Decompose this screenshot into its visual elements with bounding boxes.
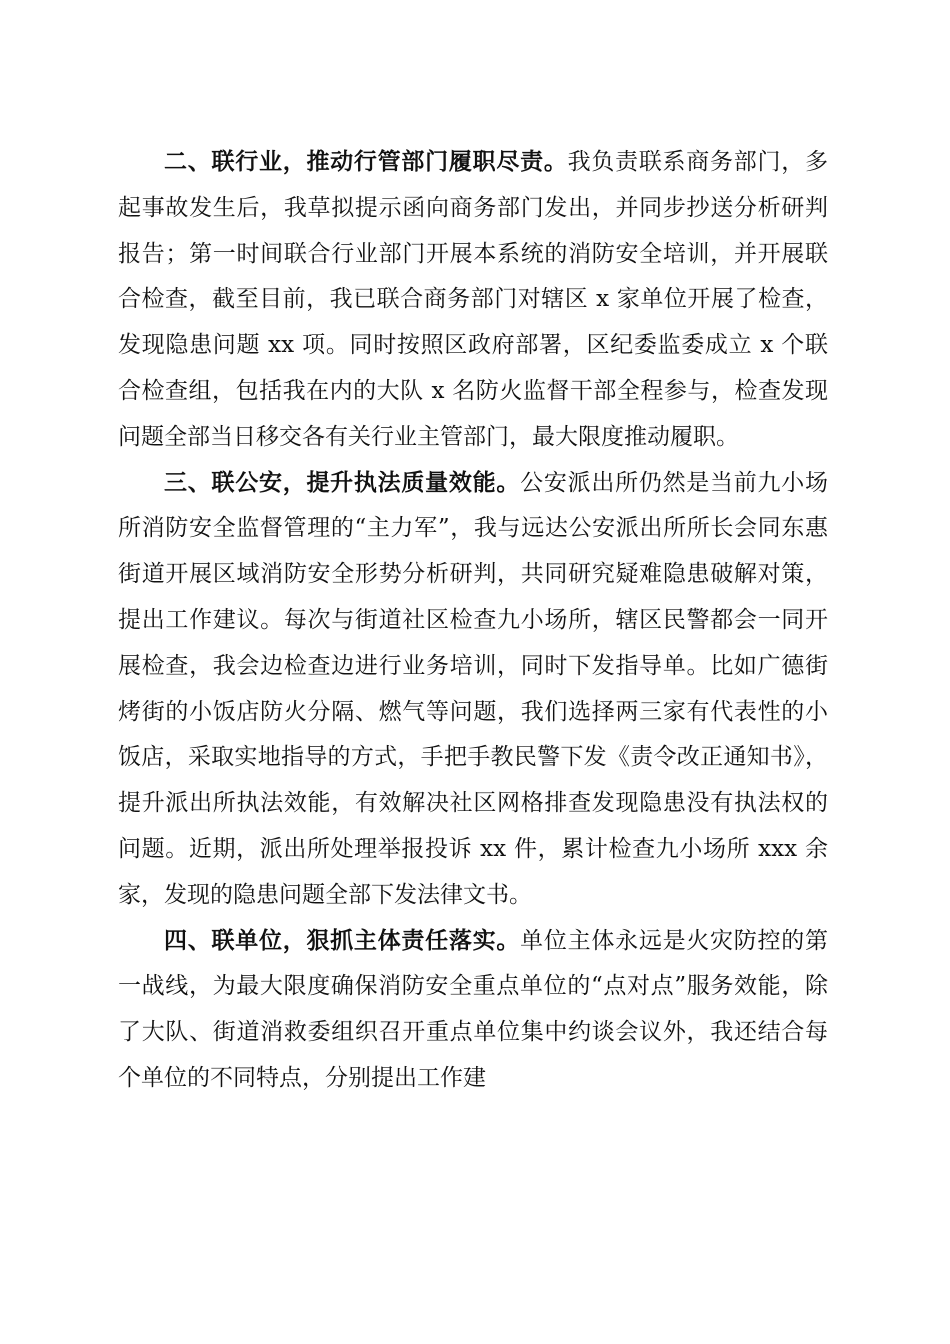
paragraph-text: 我负责联系商务部门，多起事故发生后，我草拟提示函向商务部门发出，并同步抄送分析研判报告；第一时间联合行业部门开展本系统的消防安全培训，并开展联合检查，截至目前，我已联合商务部门对辖区 x 家单位开展了检查，发现隐患问题 xx 项。同时按照区政府部署，区纪委监委成立 x 个联合检查组，包括我在内的大队 x 名防火监督干部全程参与，检查发现问题全部当日移交各有关行业主管部门，最大限度推动履职。 (118, 149, 829, 450)
document-body (118, 140, 828, 1102)
paragraph-text: 公安派出所仍然是当前九小场所消防安全监督管理的“主力军”，我与远达公安派出所所长会同东惠街道开展区域消防安全形势分析研判，共同研究疑难隐患破解对策，提出工作建议。每次与街道社区检查九小场所，辖区民警都会一同开展检查，我会边检查边进行业务培训，同时下发指导单。比如广德街烤街的小饭店防火分隔、燃气等问题，我们选择两三家有代表性的小饭店，采取实地指导的方式，手把手教民警下发《责令改正通知书》，提升派出所执法效能，有效解决社区网格排查发现隐患没有执法权的问题。近期，派出所处理举报投诉 xx 件，累计检查九小场所 xxx 余家，发现的隐患问题全部下发法律文书。 (118, 469, 829, 908)
paragraph-heading: 三、联公安，提升执法质量效能。 (164, 469, 521, 496)
paragraph-text: 单位主体永远是火灾防控的第一战线，为最大限度确保消防安全重点单位的“点对点”服务效能，除了大队、街道消救委组织召开重点单位集中约谈会议外，我还结合每个单位的不同特点，分别提出工作建 (118, 927, 829, 1091)
paragraph-units (118, 919, 828, 1102)
paragraph-industry (118, 140, 828, 461)
paragraph-police (118, 461, 828, 919)
paragraph-heading: 二、联行业，推动行管部门履职尽责。 (164, 149, 568, 175)
paragraph-heading: 四、联单位，狠抓主体责任落实。 (164, 927, 521, 954)
